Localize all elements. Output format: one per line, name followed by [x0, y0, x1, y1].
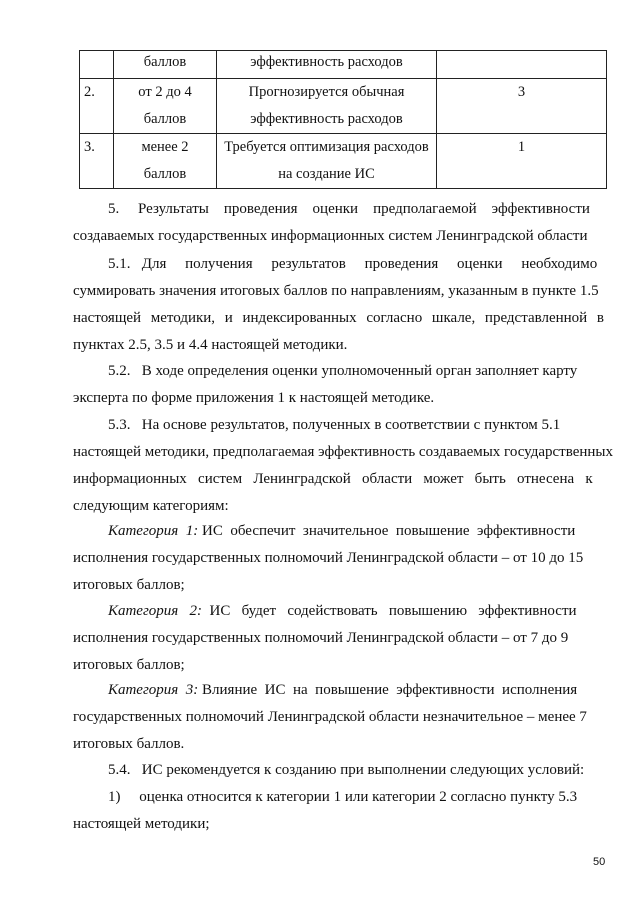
text-line: 5.1. Для получения результатов проведения оценки необходимо	[108, 256, 598, 272]
text-line: настоящей методики, предполагаемая эффективность создаваемых государственных	[73, 444, 613, 460]
table-cell-range: баллов	[114, 51, 217, 79]
category-2-paragraph	[73, 598, 604, 679]
table-row	[80, 79, 607, 134]
efficiency-table	[79, 50, 607, 189]
text-line: настоящей методики, и индексированных согласно шкале, представленной в	[73, 310, 604, 326]
table-cell-desc: Прогнозируется обычная эффективность расходов	[217, 79, 437, 134]
text-line: исполнения государственных полномочий Ленинградской области – от 10 до 15	[73, 550, 584, 566]
table-cell-num: 2.	[80, 79, 114, 134]
category-label: Категория 2:	[108, 603, 203, 619]
section-5-2-paragraph	[73, 358, 604, 412]
table-row	[80, 51, 607, 79]
section-5-1-paragraph	[73, 251, 604, 359]
category-label: Категория 3:	[108, 682, 199, 698]
table-cell-desc: эффективность расходов	[217, 51, 437, 79]
text-line: создаваемых государственных информационных систем Ленинградской области	[73, 228, 588, 244]
text-fragment: ИС обеспечит значительное повышение эффективности	[198, 523, 576, 539]
text-line: 5.2. В ходе определения оценки уполномоченный орган заполняет карту	[108, 363, 578, 379]
text-line: итоговых баллов;	[73, 657, 185, 673]
table-cell-value: 3	[437, 79, 607, 134]
text-line: следующим категориям:	[73, 498, 229, 514]
page-number: 50	[593, 856, 606, 868]
category-3-paragraph	[73, 677, 604, 758]
table-row	[80, 134, 607, 189]
section-5-paragraph	[73, 196, 604, 250]
text-line: настоящей методики;	[73, 816, 210, 832]
table-cell-range: менее 2 баллов	[114, 134, 217, 189]
text-fragment: Влияние ИС на повышение эффективности исполнения	[198, 682, 578, 698]
text-line: суммировать значения итоговых баллов по направлениям, указанным в пункте 1.5	[73, 283, 599, 299]
table-cell-desc: Требуется оптимизация расходов на создание ИС	[217, 134, 437, 189]
text-line	[73, 518, 604, 545]
text-line: итоговых баллов;	[73, 577, 185, 593]
text-line: 5.4. ИС рекомендуется к созданию при выполнении следующих условий:	[108, 762, 585, 778]
table-cell-range: от 2 до 4 баллов	[114, 79, 217, 134]
text-line: информационных систем Ленинградской области может быть отнесена к	[73, 471, 593, 487]
text-line: эксперта по форме приложения 1 к настоящей методике.	[73, 390, 435, 406]
text-line	[73, 677, 604, 704]
text-line: исполнения государственных полномочий Ленинградской области – от 7 до 9	[73, 630, 569, 646]
text-fragment: ИС будет содействовать повышению эффективности	[202, 603, 577, 619]
text-line: итоговых баллов.	[73, 736, 185, 752]
text-line: 5.3. На основе результатов, полученных в соответствии с пунктом 5.1	[108, 417, 561, 433]
category-1-paragraph	[73, 518, 604, 599]
section-5-4-1-paragraph	[73, 784, 604, 838]
table-cell-num	[80, 51, 114, 79]
text-line	[73, 598, 604, 625]
table-cell-value: 1	[437, 134, 607, 189]
section-5-4-paragraph	[73, 757, 604, 784]
text-line: государственных полномочий Ленинградской области незначительное – менее 7	[73, 709, 587, 725]
table-cell-num: 3.	[80, 134, 114, 189]
table-cell-value	[437, 51, 607, 79]
category-label: Категория 1:	[108, 523, 199, 539]
section-5-3-paragraph	[73, 412, 613, 520]
text-line: 5. Результаты проведения оценки предполагаемой эффективности	[108, 201, 590, 217]
text-line: 1) оценка относится к категории 1 или категории 2 согласно пункту 5.3	[108, 789, 578, 805]
text-line: пунктах 2.5, 3.5 и 4.4 настоящей методики.	[73, 337, 348, 353]
